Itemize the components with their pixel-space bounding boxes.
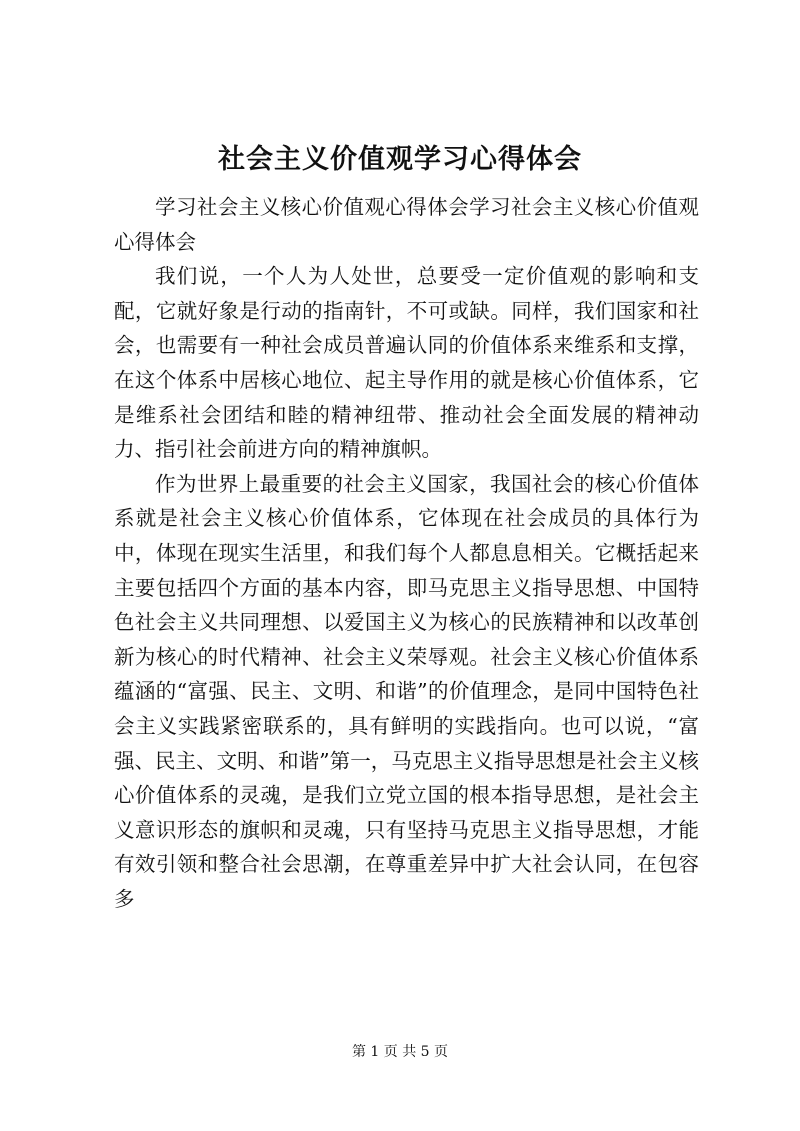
document-body <box>114 190 699 916</box>
paragraph-1: 学习社会主义核心价值观心得体会学习社会主义核心价值观心得体会 <box>114 195 699 254</box>
paragraph-2: 我们说，一个人为人处世，总要受一定价值观的影响和支配，它就好象是行动的指南针，不可或缺。同样，我们国家和社会，也需要有一种社会成员普遍认同的价值体系来维系和支撑，在这个体系中居核心地位、起主导作用的就是核心价值体系，它是维系社会团结和睦的精神纽带、推动社会全面发展的精神动力、指引社会前进方向的精神旗帜。 <box>114 264 699 462</box>
document-title: 社会主义价值观学习心得体会 <box>218 144 582 175</box>
paragraph-3: 作为世界上最重要的社会主义国家，我国社会的核心价值体系就是社会主义核心价值体系，它体现在社会成员的具体行为中，体现在现实生活里，和我们每个人都息息相关。它概括起来主要包括四个方面的基本内容，即马克思主义指导思想、中国特色社会主义共同理想、以爱国主义为核心的民族精神和以改革创新为核心的时代精神、社会主义荣辱观。社会主义核心价值体系蕴涵的“富强、民主、文明、和谐”的价值理念，是同中国特色社会主义实践紧密联系的，具有鲜明的实践指向。也可以说，“富强、民主、文明、和谐”第一，马克思主义指导思想是社会主义核心价值体系的灵魂，是我们立党立国的根本指导思想，是社会主义意识形态的旗帜和灵魂，只有坚持马克思主义指导思想，才能有效引领和整合社会思潮，在尊重差异中扩大社会认同，在包容多 <box>114 471 699 911</box>
page-number-footer: 第 1 页 共 5 页 <box>351 1044 449 1060</box>
